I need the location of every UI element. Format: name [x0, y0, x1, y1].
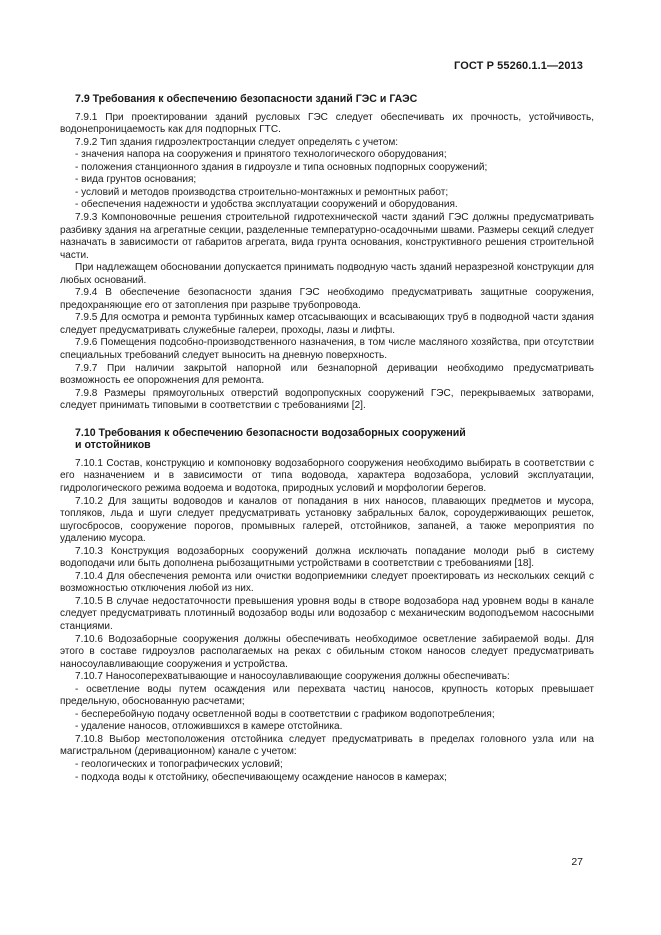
paragraph: 7.9.7 При наличии закрытой напорной или безнапорной деривации необходимо предусматривать возможность ее опорожнения для ремонта. [60, 362, 594, 387]
paragraph: 7.9.5 Для осмотра и ремонта турбинных камер отсасывающих и всасывающих труб в подводной части здания следует предусматривать служебные галереи, проходы, лазы и лифты. [60, 312, 594, 336]
paragraph: - условий и методов производства строительно-монтажных и ремонтных работ; [75, 186, 449, 198]
heading-line-1: 7.10 Требования к обеспечению безопасности водозаборных сооружений [75, 426, 466, 439]
paragraph: 7.9.3 Компоновочные решения строительной гидротехнической части зданий ГЭС должны предусматривать разбивку здания на агрегатные секции, разделенные температурно-осадочными швами. Размеры секций следует назначать в зависимости от габаритов агрегата, вида грунта основания, конструктивного решения строительной части. [60, 211, 594, 261]
paragraph: - геологических и топографических условий; [75, 759, 283, 771]
paragraph: - подхода воды к отстойнику, обеспечивающему осаждение наносов в камерах; [75, 771, 447, 783]
page-number: 27 [571, 856, 583, 868]
section-heading: 7.9 Требования к обеспечению безопасности зданий ГЭС и ГАЭС [75, 93, 418, 105]
paragraph: 7.9.4 В обеспечение безопасности здания ГЭС необходимо предусматривать защитные сооружения, предохраняющие его от затопления при разрыве трубопровода. [60, 287, 594, 311]
paragraph: 7.10.4 Для обеспечения ремонта или очистки водоприемники следует проектировать из нескольких секций с возможностью отключения любой из них. [60, 570, 594, 595]
paragraph: 7.9.1 При проектировании зданий русловых ГЭС следует обеспечивать их прочность, устойчивость, водонепроницаемость как для подпорных ГТС. [60, 111, 594, 136]
page-content [60, 93, 594, 784]
paragraph: 7.10.8 Выбор местоположения отстойника следует предусматривать в пределах головного узла или на магистральном (деривационном) канале с учетом: [60, 733, 594, 758]
paragraph: - бесперебойную подачу осветленной воды в соответствии с графиком водопотребления; [75, 708, 495, 720]
paragraph: 7.10.2 Для защиты водоводов и каналов от попадания в них наносов, плавающих предметов и мусора, топляков, льда и шуги следует предусматривать установку забральных балок, сороудерживающих решеток, шугосбросов, сооружение порогов, промывных галерей, отстойников, запаней, а также мероприятия по удалению мусора. [60, 495, 594, 545]
paragraph: При надлежащем обосновании допускается принимать подводную часть зданий неразрезной конструкции для любых оснований. [60, 262, 594, 286]
paragraph: 7.9.6 Помещения подсобно-производственного назначения, в том числе масляного хозяйства, при отсутствии специальных требований следует выносить на дневную поверхность. [60, 337, 594, 361]
paragraph: 7.10.3 Конструкция водозаборных сооружений должна исключать попадание молоди рыб в систему водоподачи или быть дополнена рыбозащитными устройствами в соответствии с требованиями [18]. [60, 545, 594, 570]
paragraph: 7.9.8 Размеры прямоугольных отверстий водопропускных сооружений ГЭС, перекрываемых затворами, следует принимать типовыми в соответствии с требованиями [2]. [60, 387, 594, 412]
paragraph: 7.10.1 Состав, конструкцию и компоновку водозаборного сооружения необходимо выбирать в соответствии с его назначением и в зависимости от типа водовода, характера водозабора, условий эксплуатации, гидрологического режима водоема и водотока, природных условий и морфологии берегов. [60, 457, 594, 494]
document-code: ГОСТ Р 55260.1.1—2013 [454, 60, 583, 72]
paragraph: - положения станционного здания в гидроузле и типа основных подпорных сооружений; [75, 161, 488, 173]
section-7-9-body [60, 112, 594, 413]
paragraph: 7.9.2 Тип здания гидроэлектростанции следует определять с учетом: [75, 136, 399, 148]
paragraph: - обеспечения надежности и удобства эксплуатации сооружений и оборудования. [75, 199, 458, 211]
paragraph: - удаление наносов, отложившихся в камере отстойника. [75, 721, 343, 733]
paragraph: 7.10.7 Наносоперехватывающие и наносоулавливающие сооружения должны обеспечивать: [75, 671, 510, 683]
section-7-10-body [60, 458, 594, 784]
paragraph: - осветление воды путем осаждения или перехвата частиц наносов, крупность которых превышает предельную, обоснованную расчетами; [60, 683, 594, 708]
section-7-10 [60, 427, 594, 784]
paragraph: 7.10.5 В случае недостаточности превышения уровня воды в створе водозабора над уровнем воды в канале следует предусматривать плотинный водозабор воды или водозабор с механическим водоподъемом насосными станциями. [60, 595, 594, 633]
paragraph: - значения напора на сооружения и принятого технологического оборудования; [75, 149, 447, 161]
section-spacer [60, 413, 594, 427]
paragraph: 7.10.6 Водозаборные сооружения должны обеспечивать необходимое осветление забираемой воды. Для этого в составе гидроузлов располагаемых на реках с обильным стоком наносов следует предусматривать наносоулавливающие сооружения и устройства. [60, 633, 594, 670]
section-heading [75, 427, 594, 452]
paragraph: - вида грунтов основания; [75, 174, 197, 186]
heading-line-2: и отстойников [75, 439, 151, 452]
section-7-9 [60, 93, 594, 413]
